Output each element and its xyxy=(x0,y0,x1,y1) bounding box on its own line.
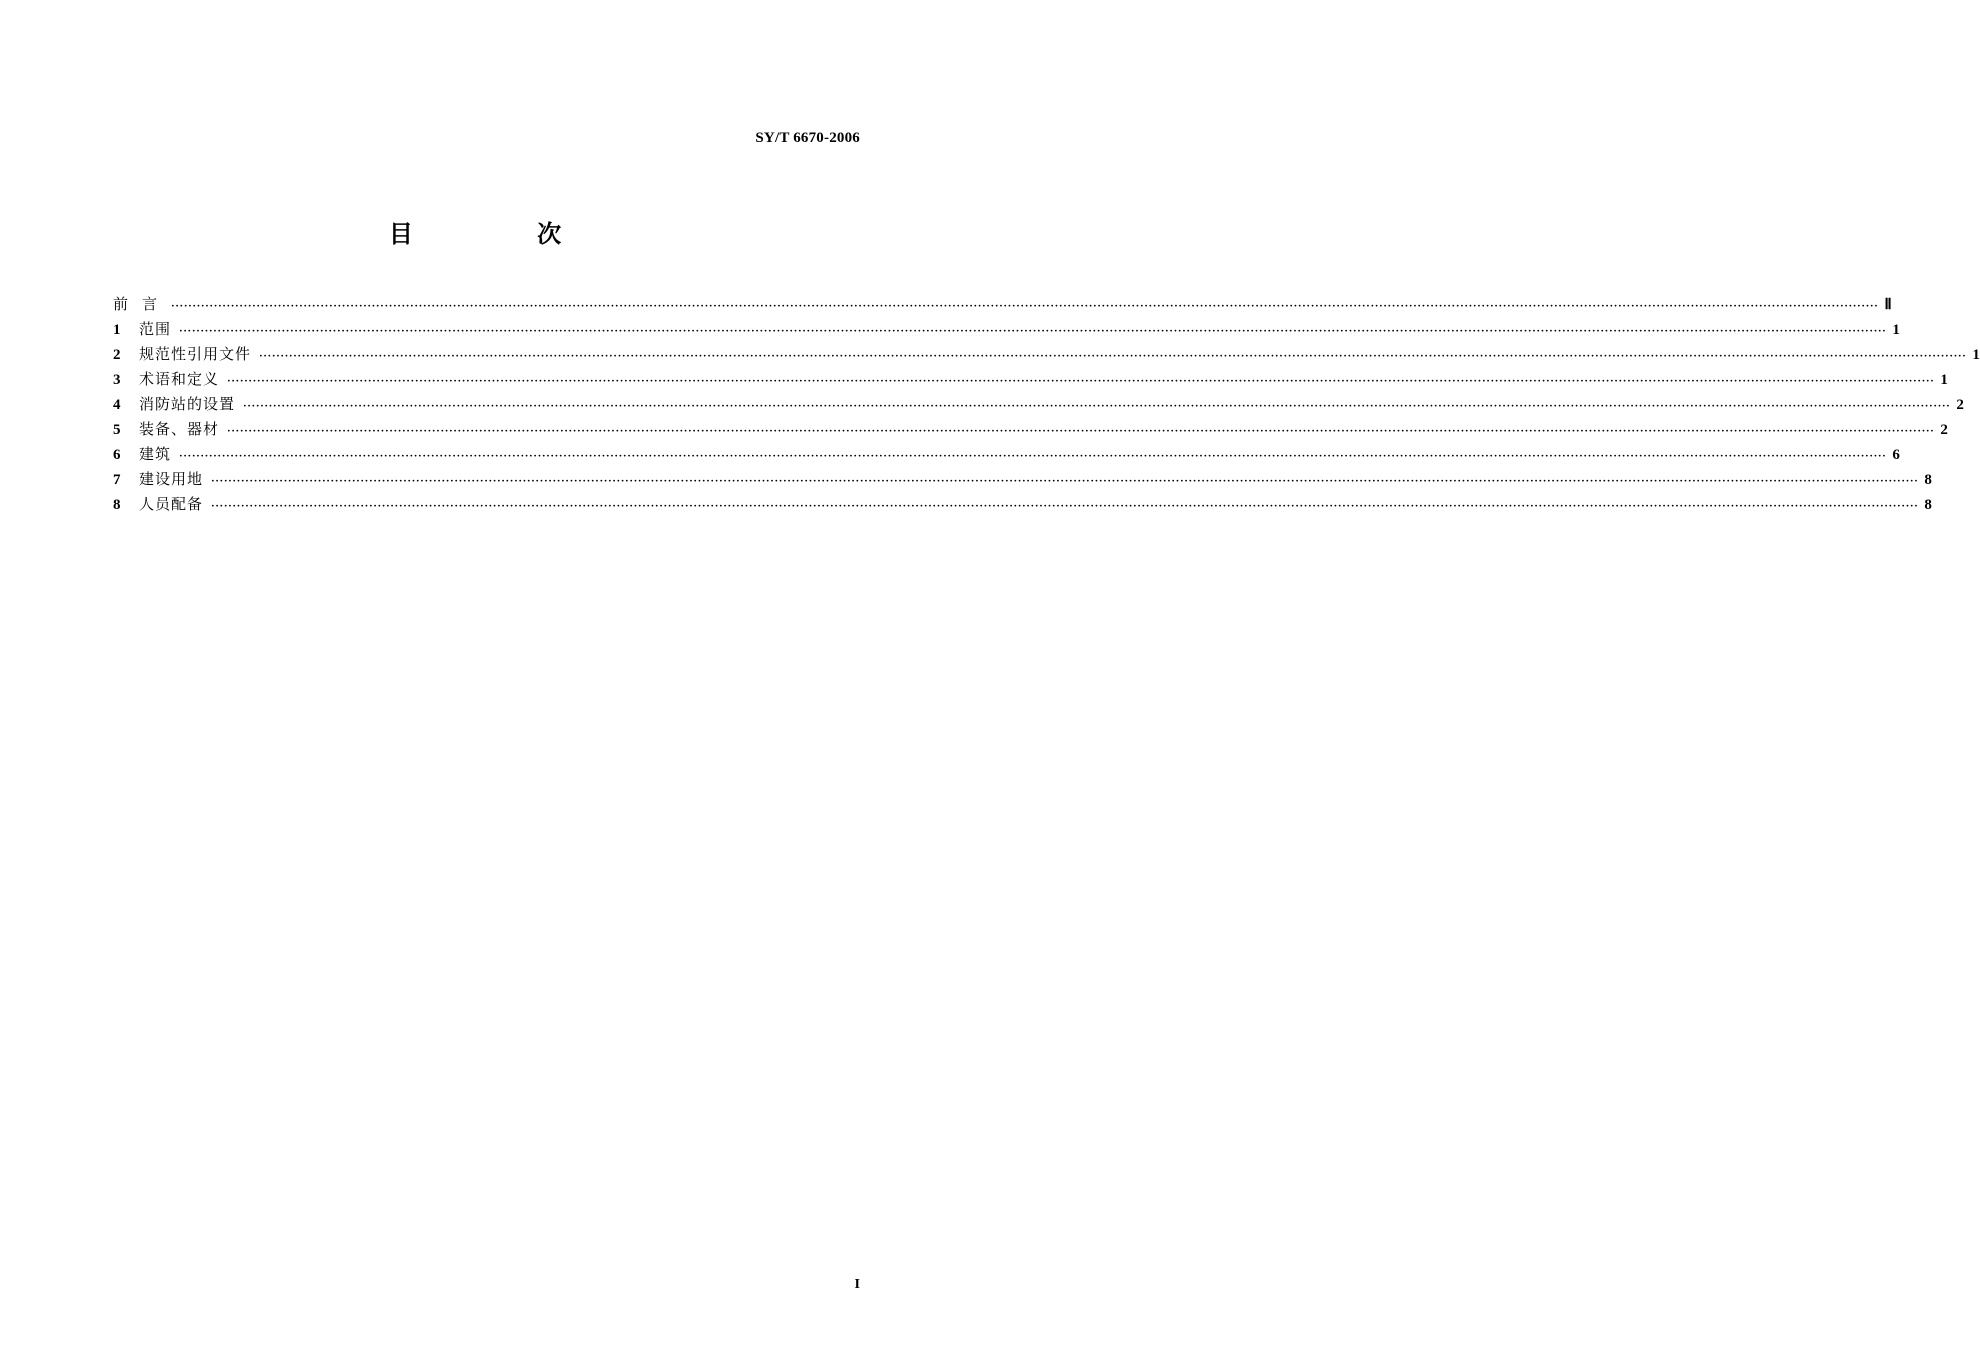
page-number: I xyxy=(854,1277,860,1292)
standard-code: SY/T 6670-2006 xyxy=(755,130,860,146)
toc-entry-scope[interactable] xyxy=(113,317,1900,342)
toc-entry-title: 人员配备 xyxy=(139,495,204,513)
toc-entry-number: 6 xyxy=(113,447,121,463)
toc-entry-page: 1 xyxy=(1892,322,1900,338)
toc-entry-page: 1 xyxy=(1940,372,1948,388)
toc-entry-fire-station-setup[interactable] xyxy=(113,392,1964,417)
dot-leader: ················································································································································································································································································································································································································ xyxy=(211,500,1919,512)
dot-leader: ················································································································································································································································································································································································································ xyxy=(179,450,1887,462)
toc-entry-terms-definitions[interactable] xyxy=(113,367,1948,392)
dot-leader: ················································································································································································································································································································································································································ xyxy=(211,475,1919,487)
toc-entry-preface[interactable] xyxy=(113,292,1892,317)
toc-entry-number: 5 xyxy=(113,422,121,438)
toc-entry-number: 1 xyxy=(113,322,121,338)
toc-entry-land-use[interactable] xyxy=(113,467,1932,492)
toc-entry-title: 建筑 xyxy=(139,445,172,463)
toc-entry-number: 4 xyxy=(113,397,121,413)
toc-entry-page: 6 xyxy=(1892,447,1900,463)
toc-entry-page: 2 xyxy=(1956,397,1964,413)
toc-title: 目 次 xyxy=(388,220,620,248)
toc-entry-title: 范围 xyxy=(139,320,172,338)
dot-leader: ················································································································································································································································································································································································································ xyxy=(227,375,1935,387)
toc-entry-building[interactable] xyxy=(113,442,1900,467)
dot-leader: ················································································································································································································································································································································································································ xyxy=(243,400,1951,412)
toc-entry-equipment[interactable] xyxy=(113,417,1948,442)
toc-entry-page: 8 xyxy=(1924,472,1932,488)
dot-leader: ················································································································································································································································································································································································································ xyxy=(227,425,1935,437)
table-of-contents xyxy=(113,292,1980,517)
toc-entry-title: 术语和定义 xyxy=(139,370,220,388)
toc-entry-normative-references[interactable] xyxy=(113,342,1980,367)
toc-entry-title: 前言 xyxy=(113,295,172,313)
toc-entry-number: 8 xyxy=(113,497,121,513)
toc-entry-staffing[interactable] xyxy=(113,492,1932,517)
toc-entry-number: 3 xyxy=(113,372,121,388)
toc-entry-number: 7 xyxy=(113,472,121,488)
toc-entry-number: 2 xyxy=(113,347,121,363)
toc-entry-title: 规范性引用文件 xyxy=(139,345,252,363)
toc-entry-title: 消防站的设置 xyxy=(139,395,236,413)
toc-entry-title: 装备、器材 xyxy=(139,420,220,438)
toc-entry-page: 8 xyxy=(1924,497,1932,513)
dot-leader: ················································································································································································································································································································································································································ xyxy=(179,325,1887,337)
toc-entry-page: 2 xyxy=(1940,422,1948,438)
toc-entry-title: 建设用地 xyxy=(139,470,204,488)
toc-entry-page: 1 xyxy=(1972,347,1980,363)
dot-leader: ················································································································································································································································································································································································································ xyxy=(259,350,1967,362)
toc-entry-page: Ⅱ xyxy=(1884,297,1892,313)
dot-leader: ················································································································································································································································································································································································································ xyxy=(171,300,1879,312)
